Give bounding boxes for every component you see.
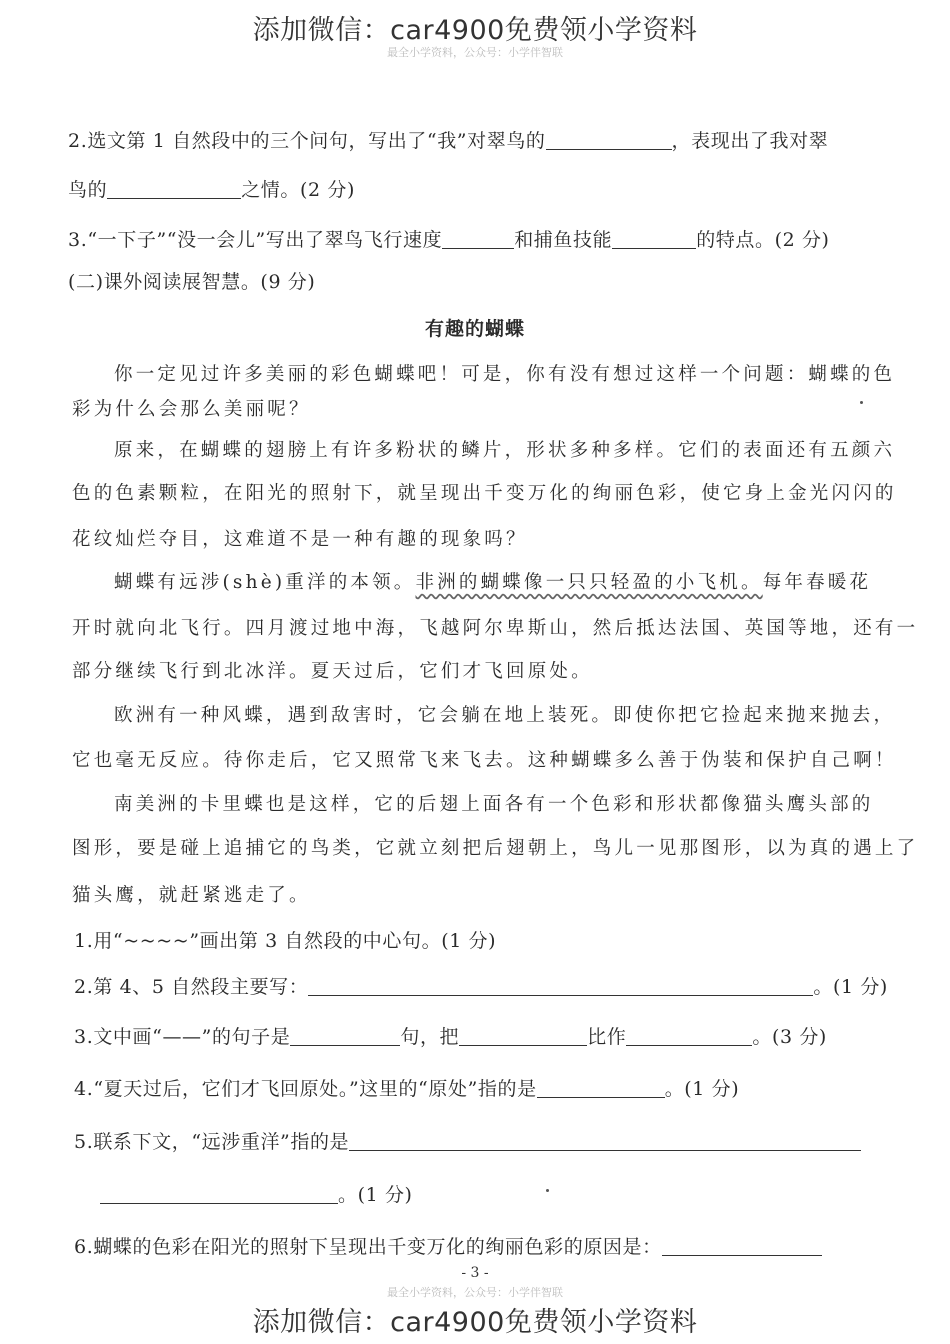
part1-question-2-line1: 2.选文第 1 自然段中的三个问句，写出了“我”对翠鸟的 ，表现出了我对翠 [68,130,829,152]
section2-heading: (二)课外阅读展智慧。(9 分) [68,271,316,293]
question-2: 2.第 4、5 自然段主要写： 。(1 分) [74,976,888,998]
faint-header-text: 最全小学资料，公众号：小学伴智联 [387,46,563,59]
answer-blank[interactable] [537,1078,665,1098]
passage-p3-line1: 蝴蝶有远涉(shè)重洋的本领。非洲的蝴蝶像一只只轻盈的小飞机。每年春暖花 [114,572,872,593]
watermark-top: 添加微信：car4900免费领小学资料 [252,15,698,46]
answer-blank[interactable] [662,1236,822,1256]
question-6: 6.蝴蝶的色彩在阳光的照射下呈现出千变万化的绚丽色彩的原因是： [74,1232,822,1259]
speck-mark [546,1189,549,1192]
passage-p5-line3: 猫头鹰，就赶紧逃走了。 [72,885,311,906]
passage-title: 有趣的蝴蝶 [424,318,525,340]
passage-p4-line1: 欧洲有一种风蝶，遇到敌害时，它会躺在地上装死。即使你把它捡起来抛来抛去， [114,705,896,726]
passage-p3-line3: 部分继续飞行到北冰洋。夏天过后，它们才飞回原处。 [72,661,593,682]
question-5-line1: 5.联系下文，“远涉重洋”指的是 [74,1127,861,1154]
answer-blank[interactable] [308,976,813,996]
part1-question-2-line2: 鸟的 之情。(2 分) [68,179,355,201]
passage-p5-line2: 图形，要是碰上追捕它的鸟类，它就立刻把后翅朝上，鸟儿一见那图形，以为真的遇上了 [72,838,919,859]
passage-p5-line1: 南美洲的卡里蝶也是这样，它的后翅上面各有一个色彩和形状都像猫头鹰头部的 [114,794,874,815]
answer-blank[interactable] [100,1184,338,1204]
question-4: 4.“夏天过后，它们才飞回原处。”这里的“原处”指的是 。(1 分) [74,1078,740,1100]
passage-p2-line1: 原来，在蝴蝶的翅膀上有许多粉状的鳞片，形状多种多样。它们的表面还有五颜六 [114,440,896,461]
passage-p2-line3: 花纹灿烂夺目，这难道不是一种有趣的现象吗？ [72,529,528,550]
part1-question-3: 3.“一下子”“没一会儿”写出了翠鸟飞行速度 和捕鱼技能 的特点。(2 分) [68,229,830,251]
passage-p1-line1: 你一定见过许多美丽的彩色蝴蝶吧！可是，你有没有想过这样一个问题：蝴蝶的色 [114,364,896,385]
speck-mark [860,401,863,404]
answer-blank[interactable] [459,1026,587,1046]
watermark-bottom: 添加微信：car4900免费领小学资料 [252,1307,698,1338]
answer-blank[interactable] [442,229,514,249]
question-3: 3.文中画“——”的句子是 句，把 比作 。(3 分) [74,1026,827,1048]
passage-p2-line2: 色的色素颗粒，在阳光的照射下，就呈现出千变万化的绚丽色彩，使它身上金光闪闪的 [72,483,897,504]
answer-blank[interactable] [612,229,696,249]
page-number: - 3 - [461,1265,489,1281]
answer-blank[interactable] [546,130,672,150]
passage-p3-line2: 开时就向北飞行。四月渡过地中海，飞越阿尔卑斯山，然后抵达法国、英国等地，还有一 [72,618,919,639]
faint-footer-text: 最全小学资料，公众号：小学伴智联 [387,1286,563,1299]
wavy-underlined-sentence: 非洲的蝴蝶像一只只轻盈的小飞机。 [415,572,763,593]
question-5-line2: 。(1 分) [100,1180,413,1207]
passage-p1-line2: 彩为什么会那么美丽呢？ [72,399,311,420]
answer-blank[interactable] [107,179,241,199]
question-1: 1.用“~~~~”画出第 3 自然段的中心句。(1 分) [74,930,497,952]
answer-blank[interactable] [349,1131,861,1151]
answer-blank[interactable] [626,1026,752,1046]
passage-p4-line2: 它也毫无反应。待你走后，它又照常飞来飞去。这种蝴蝶多么善于伪装和保护自己啊！ [72,750,897,771]
answer-blank[interactable] [290,1026,400,1046]
